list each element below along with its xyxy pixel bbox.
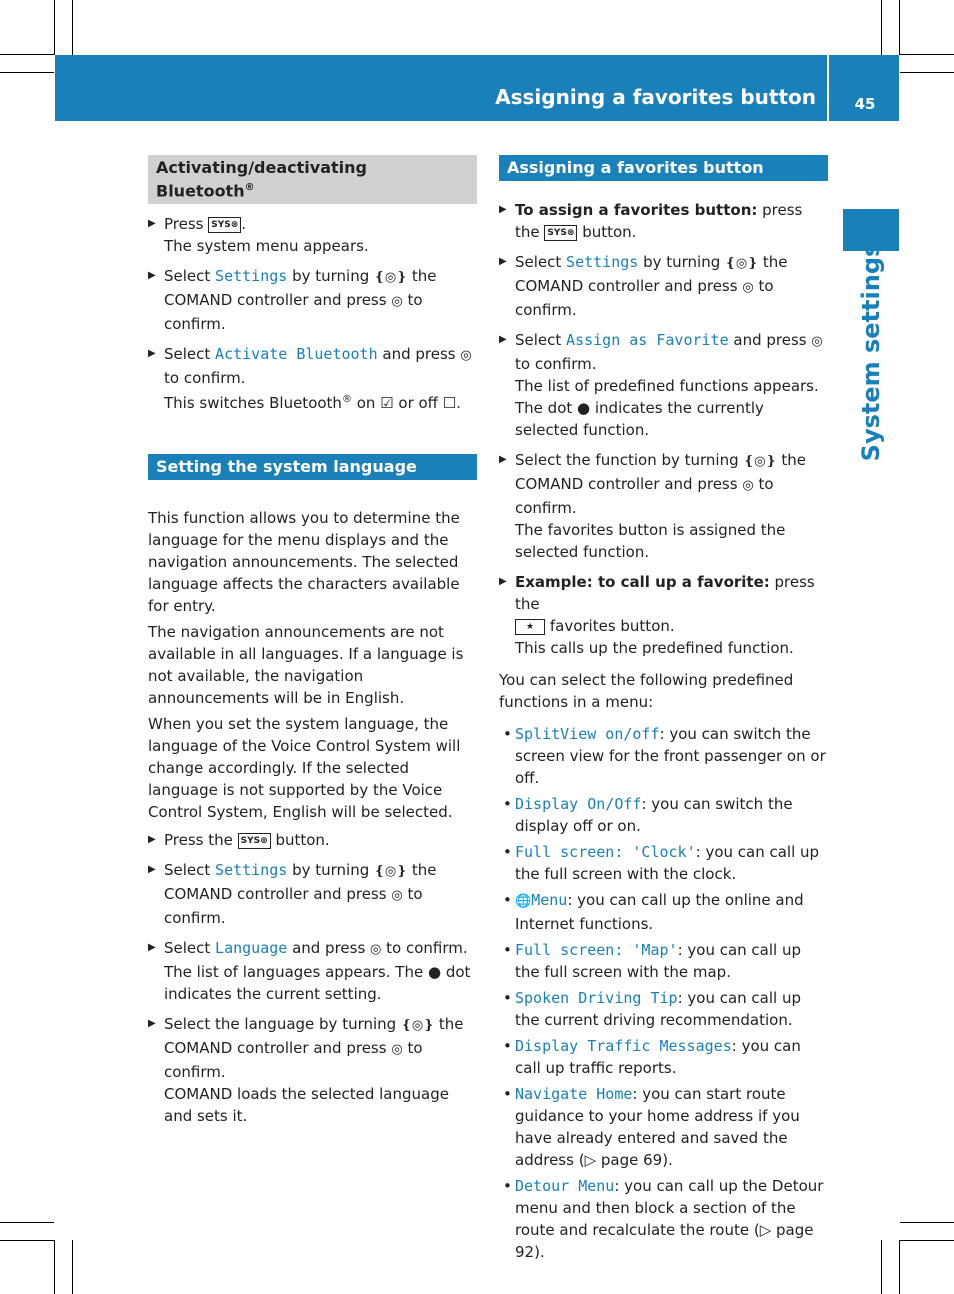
section-heading-favorites: Assigning a favorites button — [499, 155, 828, 181]
menu-item-settings: Settings — [566, 253, 639, 271]
crop-mark — [0, 1222, 54, 1223]
page-ref-triangle-icon: ▷ — [584, 1151, 597, 1169]
crop-mark — [72, 0, 73, 55]
list-item: • Display Traffic Messages: you can call up traffic reports. — [499, 1035, 828, 1079]
dot-icon: ● — [577, 399, 591, 417]
press-controller-icon: ◎ — [370, 942, 382, 958]
crop-mark — [900, 72, 954, 73]
crop-mark — [900, 1222, 954, 1223]
crop-mark — [54, 0, 55, 55]
press-controller-icon: ◎ — [391, 888, 403, 904]
press-controller-icon: ◎ — [742, 280, 754, 295]
crop-mark — [899, 1240, 900, 1294]
step: ▶ Select Activate Bluetooth and press ◎ to confirm. This switches Bluetooth® on ☑ or off ☐. — [148, 343, 477, 414]
menu-item-settings: Settings — [215, 861, 288, 880]
globe-icon: 🌐 — [515, 894, 532, 909]
crop-mark — [900, 54, 954, 55]
side-tab-label: System settings — [857, 242, 885, 462]
empty-box-icon: ☐ — [442, 394, 457, 413]
menu-item-assign-as-favorite: Assign as Favorite — [566, 331, 729, 349]
sys-key-icon: SYS⊗ — [544, 225, 577, 241]
step: ▶ Select Settings by turning ❴◎❵ the COMAND controller and press ◎ to confirm. — [148, 265, 477, 335]
crop-mark — [54, 1240, 55, 1294]
list-item: • 🌐Menu: you can call up the online and Internet functions. — [499, 889, 828, 935]
step: ▶ Press SYS⊗ . The system menu appears. — [148, 213, 477, 257]
press-controller-icon: ◎ — [811, 334, 823, 349]
press-controller-icon: ◎ — [460, 348, 472, 364]
paragraph: When you set the system language, the language of the Voice Control System will change accordingly. If the selected language is not supported by the Voice Control System, English will be selected. — [148, 715, 461, 822]
header-bar — [55, 55, 899, 121]
press-controller-icon: ◎ — [391, 294, 403, 310]
step: ▶ Select Assign as Favorite and press ◎ to confirm. The list of predefined functions appears. The dot ● indicates the currently selected function. — [499, 329, 828, 441]
crop-mark — [899, 0, 900, 55]
page-number: 45 — [854, 95, 876, 113]
menu-item-settings: Settings — [215, 267, 288, 286]
step: ▶ Select the language by turning ❴◎❵ the COMAND controller and press ◎ to confirm. COMAND loads the selected language and sets it. — [148, 1013, 477, 1127]
dot-icon: ● — [427, 963, 442, 982]
list-item: • SplitView on/off: you can switch the screen view for the front passenger on or off. — [499, 723, 828, 789]
turn-controller-icon: ❴◎❵ — [374, 270, 408, 286]
turn-controller-icon: ❴◎❵ — [400, 1018, 435, 1034]
header-divider — [827, 55, 829, 121]
turn-controller-icon: ❴◎❵ — [743, 454, 777, 469]
section-heading-bluetooth: Activating/deactivating Bluetooth® — [148, 155, 477, 204]
crop-mark — [881, 1240, 882, 1294]
paragraph: The navigation announcements are not available in all languages. If a language is not available, the navigation announcements will be in English. — [148, 623, 464, 708]
page-title: Assigning a favorites button — [495, 85, 816, 109]
step: ▶ Select Settings by turning ❴◎❵ the COMAND controller and press ◎ to confirm. — [148, 859, 477, 929]
sys-key-icon: SYS⊗ — [208, 217, 241, 233]
paragraph: This function allows you to determine the language for the menu displays and the navigation announcements. The selected language affects the characters available for entry. — [148, 509, 460, 616]
paragraph: You can select the following predefined functions in a menu: — [499, 671, 794, 711]
press-controller-icon: ◎ — [742, 478, 754, 493]
sys-key-icon: SYS⊗ — [238, 833, 271, 849]
menu-item-language: Language — [215, 939, 288, 958]
star-key-icon: ★ — [515, 619, 545, 635]
menu-item-activate-bluetooth: Activate Bluetooth — [215, 345, 378, 364]
step: ▶ Select Settings by turning ❴◎❵ the COMAND controller and press ◎ to confirm. — [499, 251, 828, 321]
list-item: • Navigate Home: you can start route guidance to your home address if you have already entered and saved the address (▷ page 69). — [499, 1083, 828, 1171]
step: ▶ Select the function by turning ❴◎❵ the COMAND controller and press ◎ to confirm. The favorites button is assigned the selected function. — [499, 449, 828, 563]
list-item: • Full screen: 'Clock': you can call up the full screen with the clock. — [499, 841, 828, 885]
step: ▶ Example: to call up a favorite: press the ★ favorites button. This calls up the predefined function. — [499, 571, 828, 659]
crop-mark — [0, 1240, 54, 1241]
step: ▶ To assign a favorites button: press the SYS⊗ button. — [499, 199, 828, 243]
list-item: • Full screen: 'Map': you can call up the full screen with the map. — [499, 939, 828, 983]
step: ▶ Select Language and press ◎ to confirm. The list of languages appears. The ● dot indicates the current setting. — [148, 937, 477, 1005]
right-column — [499, 155, 828, 1267]
turn-controller-icon: ❴◎❵ — [374, 864, 408, 880]
checked-box-icon: ☑ — [380, 394, 394, 413]
press-controller-icon: ◎ — [391, 1042, 403, 1058]
crop-mark — [0, 72, 54, 73]
list-item: • Display On/Off: you can switch the display off or on. — [499, 793, 828, 837]
list-item: • Spoken Driving Tip: you can call up the current driving recommendation. — [499, 987, 828, 1031]
crop-mark — [900, 1240, 954, 1241]
section-heading-language: Setting the system language — [148, 454, 477, 480]
crop-mark — [72, 1240, 73, 1294]
list-item: • Detour Menu: you can call up the Detour menu and then block a section of the route and recalculate the route (▷ page 92). — [499, 1175, 828, 1263]
left-column — [148, 155, 477, 1135]
crop-mark — [0, 54, 54, 55]
crop-mark — [881, 0, 882, 55]
page-ref-triangle-icon: ▷ — [759, 1221, 772, 1239]
turn-controller-icon: ❴◎❵ — [725, 256, 759, 271]
step: ▶ Press the SYS⊗ button. — [148, 829, 477, 851]
